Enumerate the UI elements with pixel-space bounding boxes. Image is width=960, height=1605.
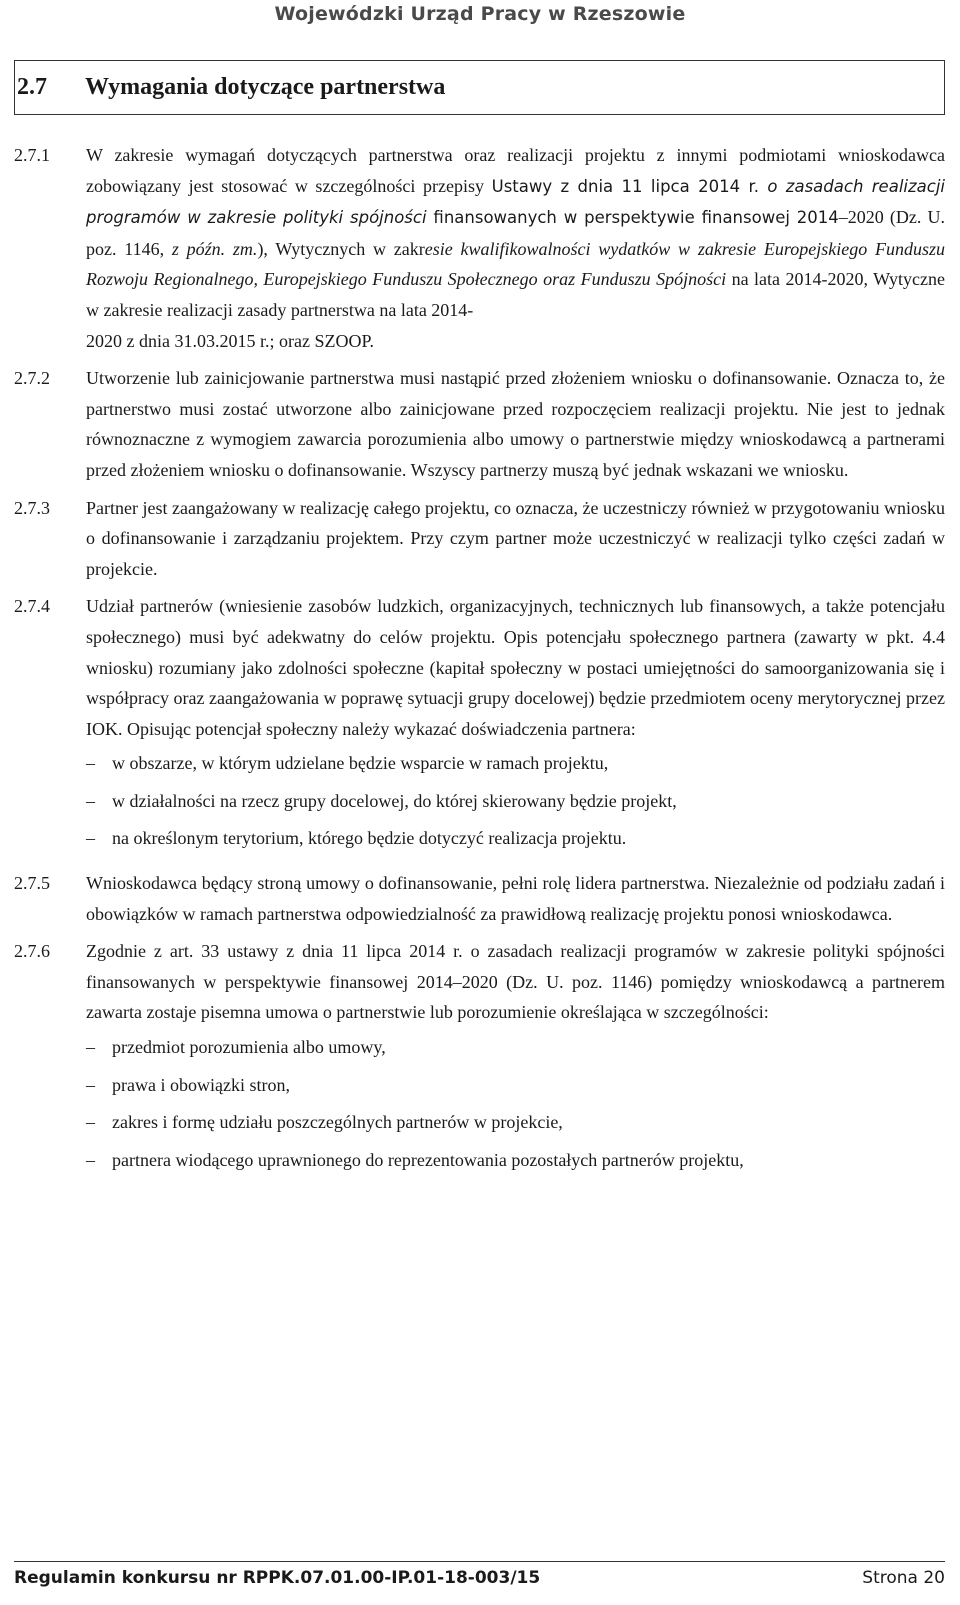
- list-item-text: w działalności na rzecz grupy docelowej, do której skierowany będzie projekt,: [112, 790, 677, 811]
- dash-bullet-icon: –: [86, 790, 95, 811]
- list-item-text: na określonym terytorium, którego będzie dotyczyć realizacja projektu.: [112, 828, 627, 849]
- dash-bullet-icon: –: [86, 1149, 95, 1170]
- text-segment: Ustawy z dnia 11 lipca 2014 r.: [491, 176, 768, 196]
- paragraph-number: 2.7.3: [14, 497, 50, 518]
- list-item-text: przedmiot porozumienia albo umowy,: [112, 1037, 386, 1058]
- text-segment: –2020 (Dz. U. poz. 1146,: [86, 207, 945, 259]
- footer-document-id: Regulamin konkursu nr RPPK.07.01.00-IP.01-18-003/15: [14, 1568, 541, 1588]
- page-header: Wojewódzki Urząd Pracy w Rzeszowie: [274, 3, 686, 25]
- paragraph-text: Zgodnie z art. 33 ustawy z dnia 11 lipca 2014 r. o zasadach realizacji programów w zakresie polityki spójności finansowanych w perspektywie finansowej 2014–2020 (Dz. U. poz. 1146) pomiędzy wnioskodawcą a partnerem zawarta zostaje pisemna umowa o partnerstwie lub porozumienie określająca w szczególności:: [86, 941, 945, 1023]
- list-item: [86, 1070, 945, 1101]
- list-item: [86, 1032, 945, 1063]
- dash-list: [86, 1032, 945, 1175]
- text-segment: z późn. zm.: [171, 238, 258, 259]
- paragraph-text: Utworzenie lub zainicjowanie partnerstwa musi nastąpić przed złożeniem wniosku o dofinansowanie. Oznacza to, że partnerstwo musi zostać utworzone albo zainicjowane przed rozpoczęciem realizacji projektu. Nie jest to jednak równoznaczne z wymogiem zawarcia porozumienia albo umowy o partnerstwie między wnioskodawcą a partnerami przed złożeniem wniosku o dofinansowanie. Wszyscy partnerzy muszą być jednak wskazani we wniosku.: [86, 368, 945, 480]
- paragraph-text: [86, 140, 945, 356]
- footer-page-number: Strona 20: [862, 1568, 945, 1588]
- section-title: Wymagania dotyczące partnerstwa: [85, 74, 446, 100]
- paragraph-number: 2.7.4: [14, 596, 50, 617]
- paragraph-2-7-2: [14, 363, 945, 485]
- page-footer: [14, 1561, 945, 1588]
- text-segment: 2020 z dnia 31.03.2015 r.; oraz SZOOP.: [86, 330, 374, 351]
- text-segment: esie kwalifikowalności wydatków w zakresie Europejskiego Funduszu Rozwoju Regionalnego, Europejskiego Funduszu Społecznego oraz Funduszu Spójności: [86, 238, 946, 290]
- list-item: [86, 1107, 945, 1138]
- dash-bullet-icon: –: [86, 753, 95, 774]
- list-item: [86, 786, 945, 817]
- paragraph-text: Partner jest zaangażowany w realizację całego projektu, co oznacza, że uczestniczy również w przygotowaniu wniosku o dofinansowanie i zarządzaniu projektem. Przy czym partner może uczestniczyć w realizacji tylko części zadań w projekcie.: [86, 497, 945, 579]
- paragraph-2-7-4: [14, 591, 945, 861]
- paragraph-2-7-5: [14, 868, 945, 929]
- dash-bullet-icon: –: [86, 1074, 95, 1095]
- paragraph-body: [86, 936, 945, 1182]
- paragraph-text: Udział partnerów (wniesienie zasobów ludzkich, organizacyjnych, technicznych lub finansowych, a także potencjału społecznego) musi być adekwatny do celów projektu. Opis potencjału społecznego partnera (zawarty w pkt. 4.4 wniosku) rozumiany jako zdolności społeczne (kapitał społeczny w postaci umiejętności do samoorganizowania się i współpracy oraz zaangażowania w poprawę sytuacji grupy docelowej) będzie przedmiotem oceny merytorycznej przez IOK. Opisując potencjał społeczny należy wykazać doświadczenia partnera:: [86, 596, 945, 739]
- paragraph-body: [86, 591, 945, 861]
- paragraph-2-7-1: [14, 140, 945, 356]
- paragraph-2-7-3: [14, 493, 945, 585]
- paragraph-number: 2.7.5: [14, 873, 50, 894]
- paragraph-text: Wnioskodawca będący stroną umowy o dofinansowanie, pełni rolę lidera partnerstwa. Niezależnie od podziału zadań i obowiązków w ramach partnerstwa odpowiedzialność za prawidłową realizację projektu ponosi wnioskodawca.: [86, 873, 945, 924]
- text-segment: na lata 2014-2020, Wytyczne w zakresie realizacji zasady partnerstwa na lata 2014-: [86, 269, 946, 320]
- list-item: [86, 748, 945, 779]
- dash-list: [86, 748, 945, 854]
- paragraph-number: 2.7.1: [14, 145, 50, 165]
- dash-bullet-icon: –: [86, 1037, 95, 1058]
- text-segment: ), Wytycznych w zakr: [257, 238, 425, 259]
- paragraph-number: 2.7.6: [14, 941, 50, 962]
- section-number: 2.7: [17, 74, 47, 100]
- list-item-text: w obszarze, w którym udzielane będzie wsparcie w ramach projektu,: [112, 753, 609, 774]
- text-segment: o zasadach realizacji programów w zakresie polityki spójności: [86, 176, 945, 228]
- dash-bullet-icon: –: [86, 828, 95, 849]
- list-item: [86, 823, 945, 854]
- dash-bullet-icon: –: [86, 1112, 95, 1133]
- text-segment: finansowanych w perspektywie finansowej 2014: [433, 208, 839, 228]
- paragraph-number: 2.7.2: [14, 368, 50, 389]
- document-body: [14, 140, 945, 1189]
- list-item-text: partnera wiodącego uprawnionego do reprezentowania pozostałych partnerów projektu,: [112, 1149, 744, 1170]
- section-heading: [14, 60, 945, 115]
- list-item: [86, 1145, 945, 1176]
- text-segment: W zakresie wymagań dotyczących partnerstwa oraz realizacji projektu z innymi podmiotami wnioskodawca zobowiązany jest stosować w szczególności przepisy: [86, 145, 945, 196]
- list-item-text: zakres i formę udziału poszczególnych partnerów w projekcie,: [112, 1112, 563, 1133]
- list-item-text: prawa i obowiązki stron,: [112, 1074, 290, 1095]
- paragraph-2-7-6: [14, 936, 945, 1182]
